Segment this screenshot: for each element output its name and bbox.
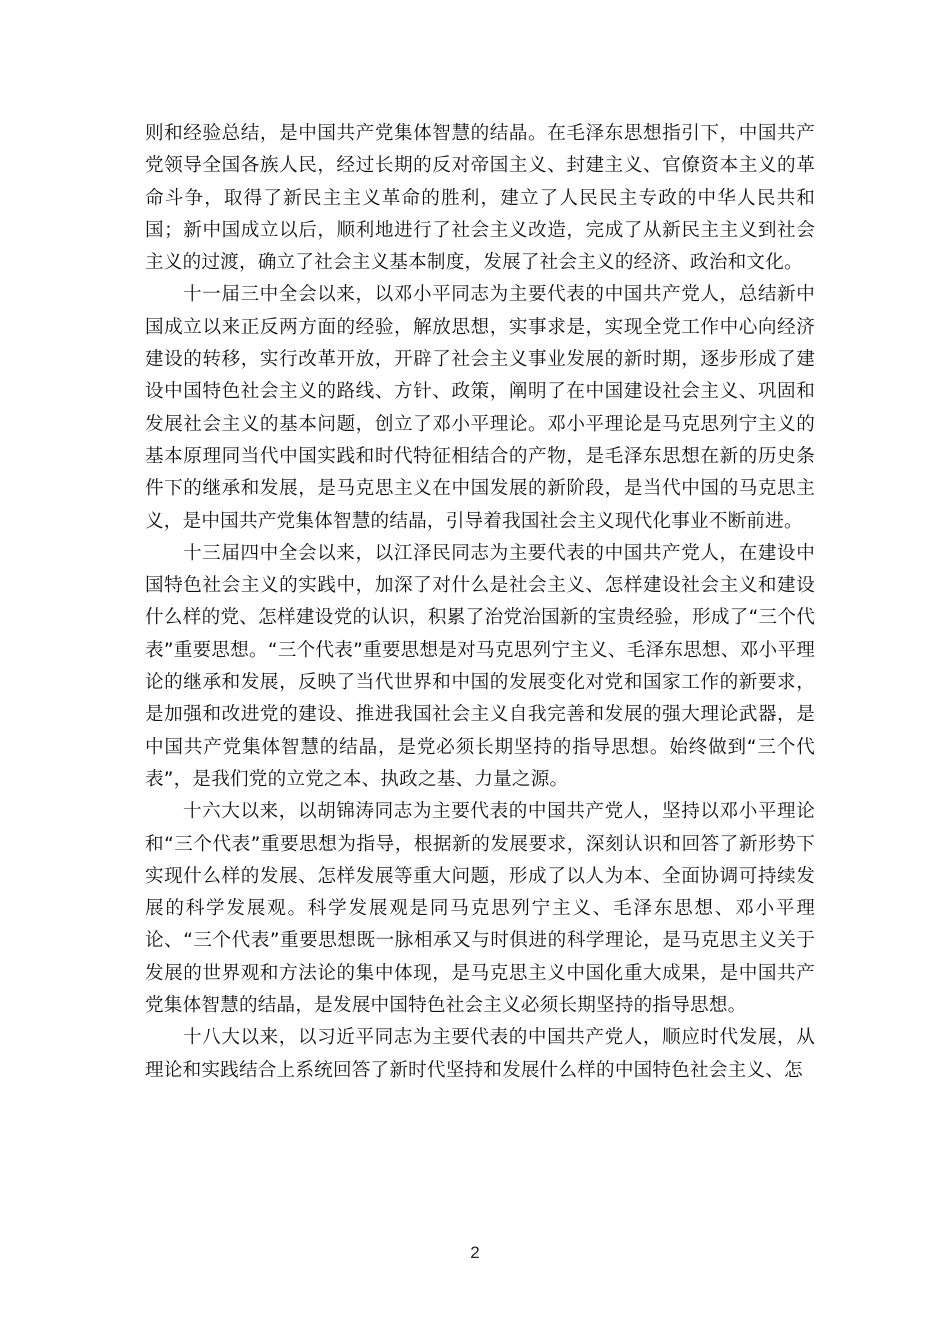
paragraph-4: 十六大以来，以胡锦涛同志为主要代表的中国共产党人，坚持以邓小平理论和“三个代表”重要思想为指导，根据新的发展要求，深刻认识和回答了新形势下实现什么样的发展、怎样发展等重大问题，形成了以人为本、全面协调可持续发展的科学发展观。科学发展观是同马克思列宁主义、毛泽东思想、邓小平理论、“三个代表”重要思想既一脉相承又与时俱进的科学理论，是马克思主义关于发展的世界观和方法论的集中体现，是马克思主义中国化重大成果，是中国共产党集体智慧的结晶，是发展中国特色社会主义必须长期坚持的指导思想。 bbox=[145, 801, 815, 1017]
paragraph-2: 十一届三中全会以来，以邓小平同志为主要代表的中国共产党人，总结新中国成立以来正反两方面的经验，解放思想，实事求是，实现全党工作中心向经济建设的转移，实行改革开放，开辟了社会主义事业发展的新时期，逐步形成了建设中国特色社会主义的路线、方针、政策，阐明了在中国建设社会主义、巩固和发展社会主义的基本问题，创立了邓小平理论。邓小平理论是马克思列宁主义的基本原理同当代中国实践和时代特征相结合的产物，是毛泽东思想在新的历史条件下的继承和发展，是马克思主义在中国发展的新阶段，是当代中国的马克思主义，是中国共产党集体智慧的结晶，引导着我国社会主义现代化事业不断前进。 bbox=[145, 284, 815, 532]
paragraph-1: 则和经验总结，是中国共产党集体智慧的结晶。在毛泽东思想指引下，中国共产党领导全国各族人民，经过长期的反对帝国主义、封建主义、官僚资本主义的革命斗争，取得了新民主主义革命的胜利，建立了人民民主专政的中华人民共和国；新中国成立以后，顺利地进行了社会主义改造，完成了从新民主主义到社会主义的过渡，确立了社会主义基本制度，发展了社会主义的经济、政治和文化。 bbox=[145, 123, 815, 274]
paragraph-5: 十八大以来，以习近平同志为主要代表的中国共产党人，顺应时代发展，从理论和实践结合上系统回答了新时代坚持和发展什么样的中国特色社会主义、怎 bbox=[145, 1027, 815, 1081]
paragraph-3: 十三届四中全会以来，以江泽民同志为主要代表的中国共产党人，在建设中国特色社会主义的实践中，加深了对什么是社会主义、怎样建设社会主义和建设什么样的党、怎样建设党的认识，积累了治党治国新的宝贵经验，形成了“三个代表”重要思想。“三个代表”重要思想是对马克思列宁主义、毛泽东思想、邓小平理论的继承和发展，反映了当代世界和中国的发展变化对党和国家工作的新要求，是加强和改进党的建设、推进我国社会主义自我完善和发展的强大理论武器，是中国共产党集体智慧的结晶，是党必须长期坚持的指导思想。始终做到“三个代表”，是我们党的立党之本、执政之基、力量之源。 bbox=[145, 542, 815, 790]
page-number: 2 bbox=[470, 1243, 480, 1262]
body-text bbox=[145, 118, 815, 1087]
